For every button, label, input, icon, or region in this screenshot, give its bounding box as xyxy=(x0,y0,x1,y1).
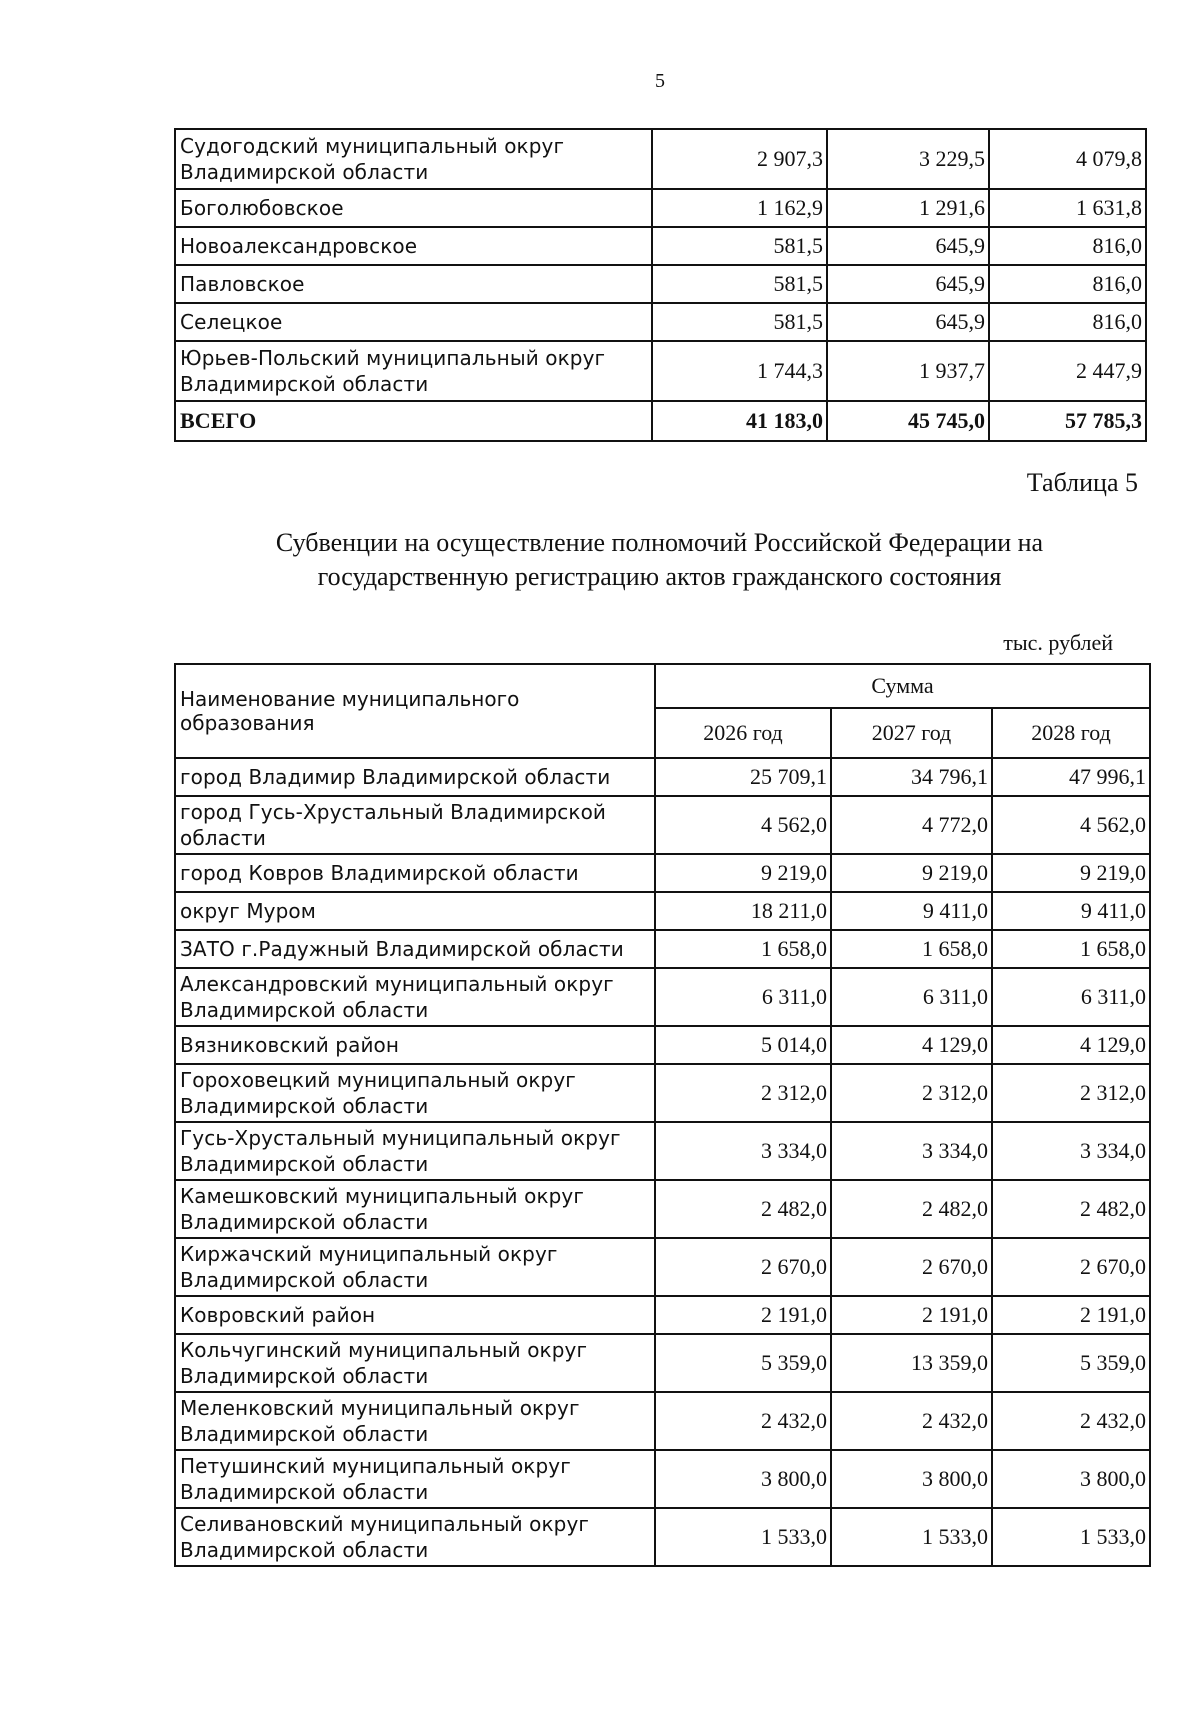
value-2026: 2 907,3 xyxy=(652,129,827,189)
value-2027: 3 229,5 xyxy=(827,129,989,189)
municipality-name: Гусь-Хрустальный муниципальный округ Владимирской области xyxy=(175,1122,655,1180)
value-2028: 6 311,0 xyxy=(992,968,1150,1026)
total-label: ВСЕГО xyxy=(175,401,652,441)
year-2027-header: 2027 год xyxy=(831,708,992,758)
value-2026: 2 482,0 xyxy=(655,1180,831,1238)
municipality-name: Вязниковский район xyxy=(175,1026,655,1064)
table-title-line-2: государственную регистрацию актов гражданского состояния xyxy=(317,562,1002,591)
year-2026-header: 2026 год xyxy=(655,708,831,758)
value-2027: 2 670,0 xyxy=(831,1238,992,1296)
municipality-name: Петушинский муниципальный округ Владимирской области xyxy=(175,1450,655,1508)
value-2026: 4 562,0 xyxy=(655,796,831,854)
value-2027: 645,9 xyxy=(827,265,989,303)
value-2028: 3 800,0 xyxy=(992,1450,1150,1508)
table-row xyxy=(175,1122,1150,1180)
table-row xyxy=(175,129,1146,189)
municipality-name: Камешковский муниципальный округ Владимирской области xyxy=(175,1180,655,1238)
value-2026: 581,5 xyxy=(652,303,827,341)
value-2026: 2 312,0 xyxy=(655,1064,831,1122)
value-2028: 2 670,0 xyxy=(992,1238,1150,1296)
municipality-name: Ковровский район xyxy=(175,1296,655,1334)
municipality-name: Меленковский муниципальный округ Владимирской области xyxy=(175,1392,655,1450)
table-row xyxy=(175,1238,1150,1296)
value-2026: 2 670,0 xyxy=(655,1238,831,1296)
total-2028: 57 785,3 xyxy=(989,401,1146,441)
table-row xyxy=(175,227,1146,265)
municipality-name: Боголюбовское xyxy=(175,189,652,227)
value-2028: 47 996,1 xyxy=(992,758,1150,796)
value-2028: 1 658,0 xyxy=(992,930,1150,968)
value-2026: 1 162,9 xyxy=(652,189,827,227)
value-2028: 2 312,0 xyxy=(992,1064,1150,1122)
table-row xyxy=(175,341,1146,401)
continued-table xyxy=(174,128,1147,442)
municipality-name: Киржачский муниципальный округ Владимирской области xyxy=(175,1238,655,1296)
municipality-name: Гороховецкий муниципальный округ Владимирской области xyxy=(175,1064,655,1122)
table-row xyxy=(175,968,1150,1026)
table-row xyxy=(175,796,1150,854)
year-2028-header: 2028 год xyxy=(992,708,1150,758)
total-2027: 45 745,0 xyxy=(827,401,989,441)
value-2027: 2 482,0 xyxy=(831,1180,992,1238)
table-row xyxy=(175,1334,1150,1392)
table-title-line-1: Субвенции на осуществление полномочий Российской Федерации на xyxy=(275,528,1044,557)
municipality-name: Селивановский муниципальный округ Владимирской области xyxy=(175,1508,655,1566)
page-number: 5 xyxy=(655,70,665,92)
value-2027: 34 796,1 xyxy=(831,758,992,796)
value-2027: 645,9 xyxy=(827,227,989,265)
value-2028: 816,0 xyxy=(989,265,1146,303)
municipality-name: город Владимир Владимирской области xyxy=(175,758,655,796)
value-2027: 13 359,0 xyxy=(831,1334,992,1392)
value-2027: 4 772,0 xyxy=(831,796,992,854)
value-2027: 1 291,6 xyxy=(827,189,989,227)
value-2026: 581,5 xyxy=(652,227,827,265)
value-2028: 816,0 xyxy=(989,303,1146,341)
value-2027: 2 432,0 xyxy=(831,1392,992,1450)
municipality-name: Павловское xyxy=(175,265,652,303)
value-2026: 18 211,0 xyxy=(655,892,831,930)
value-2028: 2 447,9 xyxy=(989,341,1146,401)
municipality-name: Александровский муниципальный округ Владимирской области xyxy=(175,968,655,1026)
table-body xyxy=(175,758,1150,1566)
value-2028: 2 432,0 xyxy=(992,1392,1150,1450)
table-row xyxy=(175,930,1150,968)
table-number-label: Таблица 5 xyxy=(1026,468,1138,497)
municipality-name: Селецкое xyxy=(175,303,652,341)
table-row xyxy=(175,1450,1150,1508)
table-row xyxy=(175,854,1150,892)
sum-column-header: Сумма xyxy=(655,664,1150,708)
subvention-table xyxy=(174,663,1151,1567)
value-2027: 2 312,0 xyxy=(831,1064,992,1122)
value-2026: 581,5 xyxy=(652,265,827,303)
table-row xyxy=(175,1508,1150,1566)
value-2027: 3 334,0 xyxy=(831,1122,992,1180)
value-2028: 3 334,0 xyxy=(992,1122,1150,1180)
municipality-name: ЗАТО г.Радужный Владимирской области xyxy=(175,930,655,968)
value-2028: 4 562,0 xyxy=(992,796,1150,854)
value-2027: 9 411,0 xyxy=(831,892,992,930)
value-2028: 4 129,0 xyxy=(992,1026,1150,1064)
value-2028: 5 359,0 xyxy=(992,1334,1150,1392)
table-row xyxy=(175,1064,1150,1122)
table-title xyxy=(174,526,1145,594)
table-row xyxy=(175,1180,1150,1238)
municipality-name: город Гусь-Хрустальный Владимирской области xyxy=(175,796,655,854)
value-2027: 1 937,7 xyxy=(827,341,989,401)
value-2027: 645,9 xyxy=(827,303,989,341)
municipality-name: Судогодский муниципальный округ Владимирской области xyxy=(175,129,652,189)
value-2026: 2 191,0 xyxy=(655,1296,831,1334)
value-2028: 2 191,0 xyxy=(992,1296,1150,1334)
header-row xyxy=(175,664,1150,708)
table-row xyxy=(175,1392,1150,1450)
municipality-name: Юрьев-Польский муниципальный округ Владимирской области xyxy=(175,341,652,401)
total-2026: 41 183,0 xyxy=(652,401,827,441)
value-2026: 1 533,0 xyxy=(655,1508,831,1566)
value-2028: 2 482,0 xyxy=(992,1180,1150,1238)
value-2026: 6 311,0 xyxy=(655,968,831,1026)
units-label: тыс. рублей xyxy=(1003,630,1113,655)
value-2026: 1 744,3 xyxy=(652,341,827,401)
table-row xyxy=(175,303,1146,341)
municipality-name: Кольчугинский муниципальный округ Владимирской области xyxy=(175,1334,655,1392)
municipality-name: Новоалександровское xyxy=(175,227,652,265)
municipality-column-header: Наименование муниципального образования xyxy=(175,664,655,758)
value-2027: 1 533,0 xyxy=(831,1508,992,1566)
value-2027: 2 191,0 xyxy=(831,1296,992,1334)
total-row xyxy=(175,401,1146,441)
value-2028: 816,0 xyxy=(989,227,1146,265)
table-row xyxy=(175,1026,1150,1064)
value-2026: 3 800,0 xyxy=(655,1450,831,1508)
value-2026: 5 359,0 xyxy=(655,1334,831,1392)
table-row xyxy=(175,1296,1150,1334)
municipality-name: округ Муром xyxy=(175,892,655,930)
table-row xyxy=(175,189,1146,227)
value-2026: 9 219,0 xyxy=(655,854,831,892)
table-row xyxy=(175,758,1150,796)
value-2027: 4 129,0 xyxy=(831,1026,992,1064)
value-2026: 2 432,0 xyxy=(655,1392,831,1450)
value-2028: 1 533,0 xyxy=(992,1508,1150,1566)
table-row xyxy=(175,265,1146,303)
value-2026: 25 709,1 xyxy=(655,758,831,796)
value-2028: 9 411,0 xyxy=(992,892,1150,930)
value-2027: 1 658,0 xyxy=(831,930,992,968)
value-2026: 3 334,0 xyxy=(655,1122,831,1180)
table-row xyxy=(175,892,1150,930)
value-2027: 6 311,0 xyxy=(831,968,992,1026)
value-2026: 5 014,0 xyxy=(655,1026,831,1064)
value-2028: 4 079,8 xyxy=(989,129,1146,189)
value-2027: 3 800,0 xyxy=(831,1450,992,1508)
municipality-name: город Ковров Владимирской области xyxy=(175,854,655,892)
value-2028: 1 631,8 xyxy=(989,189,1146,227)
value-2028: 9 219,0 xyxy=(992,854,1150,892)
value-2026: 1 658,0 xyxy=(655,930,831,968)
value-2027: 9 219,0 xyxy=(831,854,992,892)
